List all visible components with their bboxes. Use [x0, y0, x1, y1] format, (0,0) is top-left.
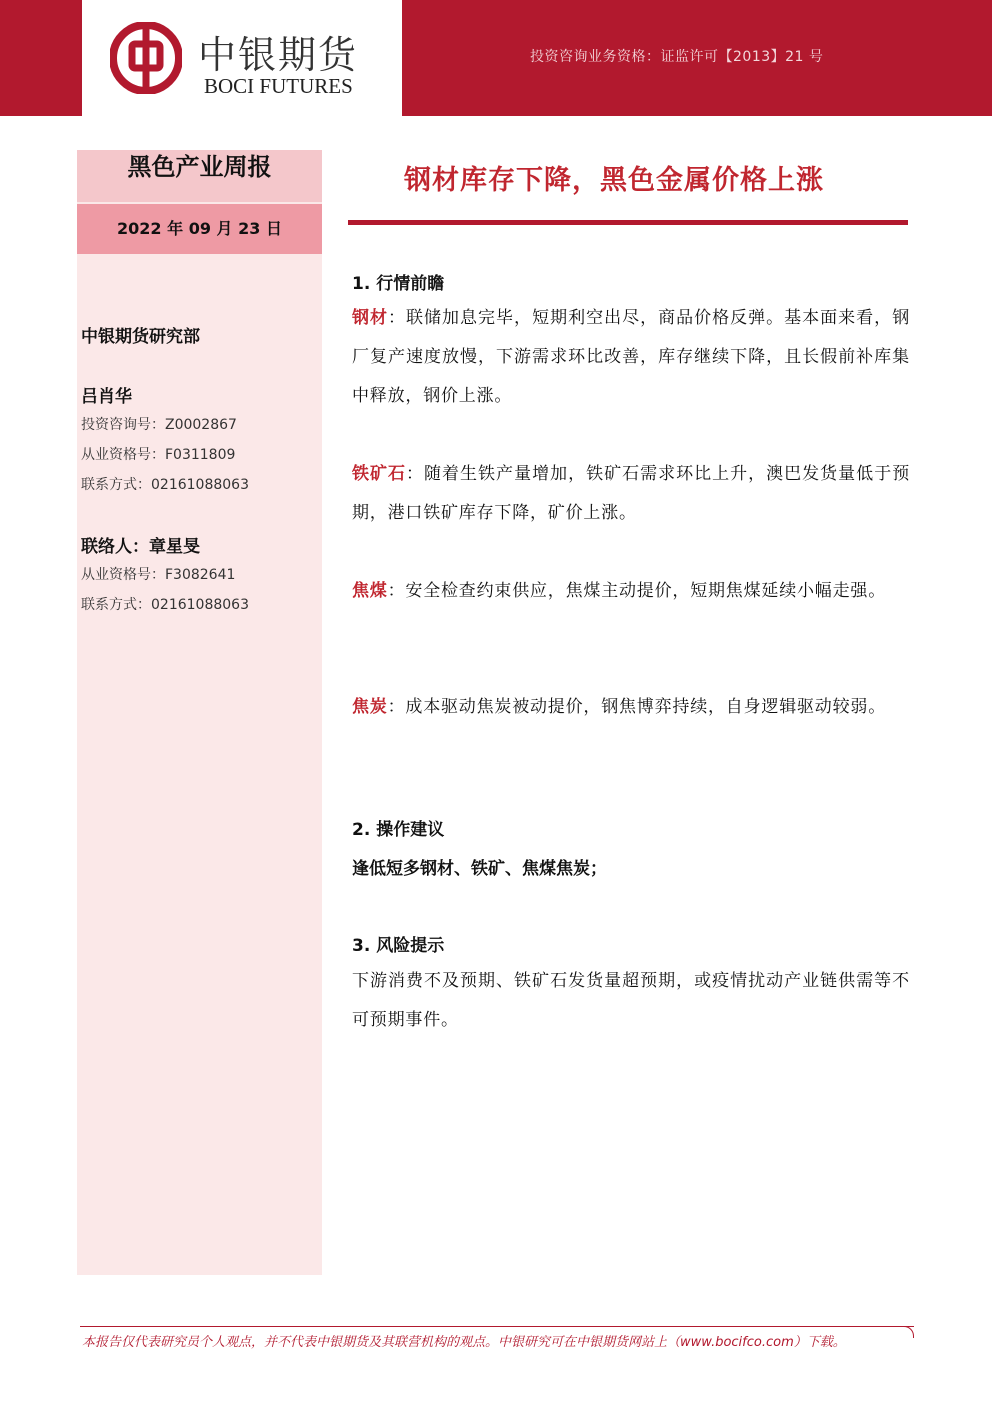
footer-divider: [80, 1326, 914, 1327]
outlook-iron-ore-text: ：随着生铁产量增加，铁矿石需求环比上升，澳巴发货量低于预期，港口铁矿库存下降，矿价上涨。: [352, 464, 910, 523]
analyst-consult-no: 投资咨询号：Z0002867: [81, 417, 237, 433]
section-title-outlook: 1. 行情前瞻: [352, 274, 445, 294]
department: 中银期货研究部: [81, 327, 200, 347]
outlook-coking-coal: [352, 572, 910, 611]
keyword-coke: 焦炭: [352, 697, 388, 717]
contact-person-name: 联络人：章星旻: [81, 537, 200, 557]
report-type: 黑色产业周报: [77, 150, 322, 202]
keyword-iron-ore: 铁矿石: [352, 464, 407, 484]
risk-text: 下游消费不及预期、铁矿石发货量超预期，或疫情扰动产业链供需等不可预期事件。: [352, 971, 910, 1030]
license-text: 投资咨询业务资格：证监许可【2013】21 号: [530, 49, 824, 65]
section-title-risk: 3. 风险提示: [352, 936, 445, 956]
contact-phone: 联系方式：02161088063: [81, 597, 249, 613]
analyst-qualification-no: 从业资格号：F0311809: [81, 447, 236, 463]
keyword-coking-coal: 焦煤: [352, 581, 388, 601]
company-logo: [110, 22, 410, 102]
report-date: 2022 年 09 月 23 日: [77, 204, 322, 254]
strategy-suggestion: 逢低短多钢材、铁矿、焦煤焦炭；: [352, 859, 607, 879]
outlook-steel: [352, 299, 910, 416]
section-title-strategy: 2. 操作建议: [352, 820, 445, 840]
analyst-contact: 联系方式：02161088063: [81, 477, 249, 493]
header-band-left: [0, 0, 82, 116]
outlook-coke: [352, 688, 910, 727]
sidebar: [77, 150, 322, 1275]
outlook-coke-text: ：成本驱动焦炭被动提价，钢焦博弈持续，自身逻辑驱动较弱。: [387, 697, 887, 717]
report-headline: 钢材库存下降，黑色金属价格上涨: [404, 165, 824, 196]
logo-chinese-name: 中银期货: [198, 33, 359, 77]
headline-divider: [348, 220, 908, 225]
outlook-coking-coal-text: ：安全检查约束供应，焦煤主动提价，短期焦煤延续小幅走强。: [387, 581, 887, 601]
logo-english-name: BOCI FUTURES: [204, 74, 353, 98]
analyst-name: 吕肖华: [81, 387, 132, 407]
outlook-steel-text: ：联储加息完毕，短期利空出尽，商品价格反弹。基本面来看，钢厂复产速度放慢，下游需求环比改善，库存继续下降，且长假前补库集中释放，钢价上涨。: [352, 308, 910, 406]
contact-qualification-no: 从业资格号：F3082641: [81, 567, 236, 583]
outlook-iron-ore: [352, 455, 910, 533]
footer-disclaimer: 本报告仅代表研究员个人观点，并不代表中银期货及其联营机构的观点。中银研究可在中银期货网站上（www.bocifco.com）下载。: [82, 1335, 846, 1350]
keyword-steel: 钢材: [352, 308, 389, 328]
boc-logo-icon: [110, 22, 182, 94]
